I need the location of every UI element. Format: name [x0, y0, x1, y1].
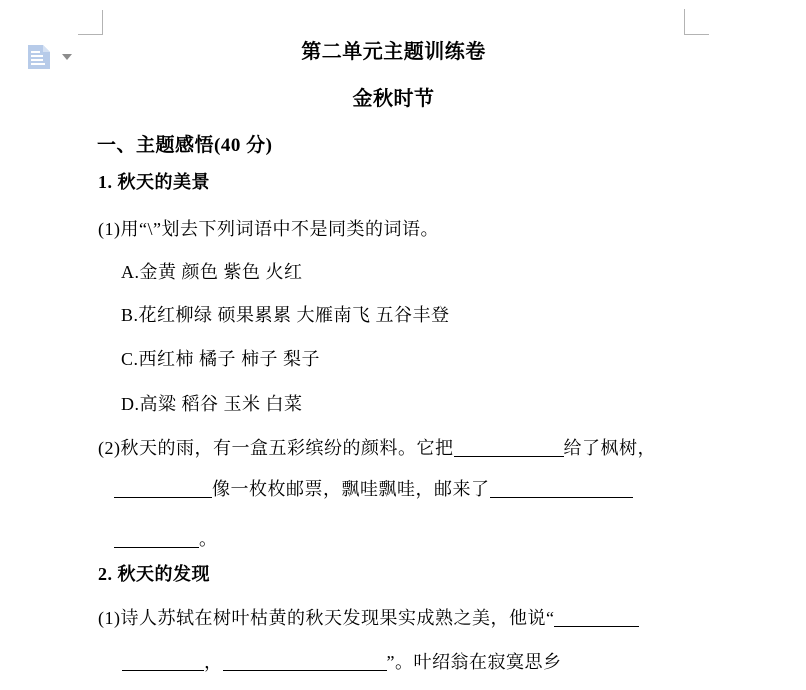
text-run: 像一枚枚邮票，飘哇飘哇，邮来了 [212, 479, 490, 499]
text-run: (1)诗人苏轼在树叶枯黄的秋天发现果实成熟之美，他说“ [98, 608, 555, 628]
answer-blank [114, 529, 199, 548]
question-2-1-line-2 [122, 652, 562, 673]
answer-blank [490, 479, 633, 498]
doc-title: 第二单元主题训练卷 [301, 41, 486, 63]
text-run: (2)秋天的雨，有一盒五彩缤纷的颜料。它把 [98, 438, 454, 458]
question-2-1-line-1 [98, 608, 639, 629]
document-icon [26, 43, 52, 71]
question-1-2-line-2 [114, 479, 633, 500]
answer-blank [454, 438, 564, 457]
answer-blank [223, 652, 387, 671]
option-b: B.花红柳绿 硕果累累 大雁南飞 五谷丰登 [121, 305, 450, 325]
text-run: 。 [199, 529, 218, 549]
section-1-heading: 一、主题感悟(40 分) [97, 135, 273, 156]
option-a: A.金黄 颜色 紫色 火红 [121, 262, 303, 282]
chevron-down-icon [62, 54, 72, 60]
text-run: ”。叶绍翁在寂寞思乡 [386, 652, 562, 672]
option-c: C.西红柿 橘子 柿子 梨子 [121, 349, 321, 369]
text-run: ， [204, 652, 223, 672]
text-run: 给了枫树， [563, 438, 656, 458]
question-1-1-prompt: (1)用“\”划去下列词语中不是同类的词语。 [98, 219, 439, 239]
answer-blank [122, 652, 204, 671]
item-2-heading: 2. 秋天的发现 [98, 564, 210, 584]
answer-blank [554, 608, 639, 627]
option-d: D.高粱 稻谷 玉米 白菜 [121, 394, 303, 414]
question-1-2-line-3 [114, 529, 218, 550]
item-1-heading: 1. 秋天的美景 [98, 172, 210, 192]
document-options-button[interactable] [26, 40, 84, 74]
answer-blank [114, 479, 212, 498]
question-1-2-line-1 [98, 438, 656, 459]
doc-subtitle: 金秋时节 [352, 88, 435, 110]
